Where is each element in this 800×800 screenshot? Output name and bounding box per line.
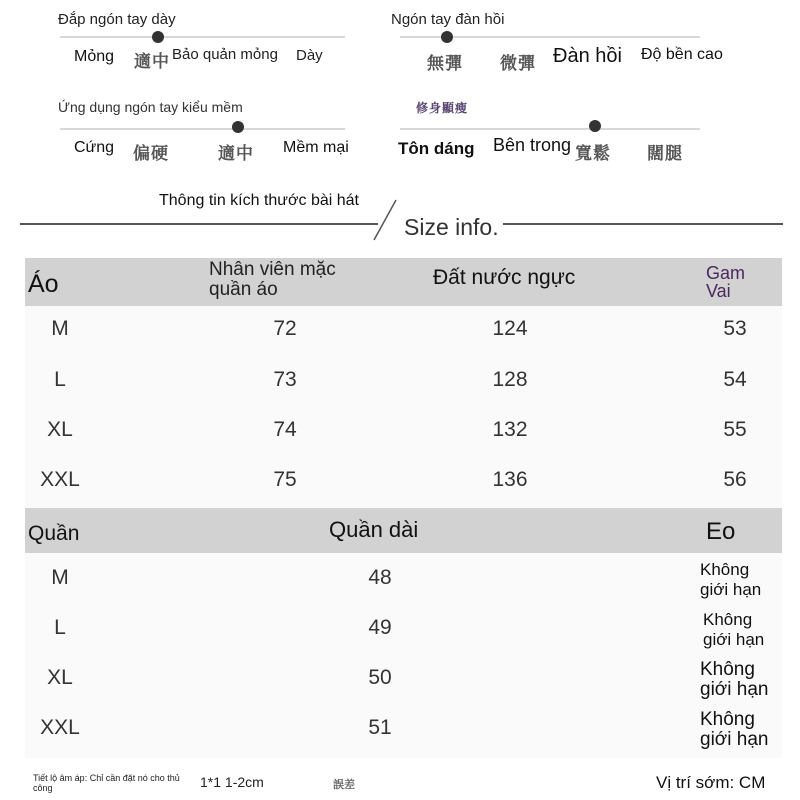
option-glyph: 無彈 [427,54,463,74]
scale-line [60,128,345,130]
table-header [25,508,782,553]
scale-marker [441,31,453,43]
cell-length: 50 [368,666,392,689]
header-col-chest: Đất nước ngực [433,266,576,289]
cell-chest: 124 [492,317,528,340]
cell-size: L [54,368,66,391]
option-label: Bên trong [493,135,572,155]
scale-marker [232,121,244,133]
option-glyph: 偏硬 [133,144,169,164]
divider-left [20,223,378,225]
header-col-length: Nhân viên mặc quần áo [209,259,336,300]
option-glyph: 微彈 [500,54,536,74]
cell-chest: 132 [492,418,528,441]
cell-length: 51 [368,716,392,739]
cell-size: M [51,317,69,340]
option-label: Mỏng [74,48,115,65]
cell-size: M [51,566,69,589]
footer-tolerance: 1*1 1-2cm [200,774,264,790]
cell-shoulder: 53 [723,317,747,340]
option-label: Đàn hồi [553,45,622,67]
scale-line [400,128,700,130]
cell-waist: Không giới hạn [700,560,762,599]
header-category: Áo [28,270,59,298]
cell-shoulder: 55 [723,418,747,441]
footer-glyph: 誤差 [333,778,355,791]
size-info-title-vi: Thông tin kích thước bài hát [159,192,359,209]
cell-waist: Không giới hạn [703,610,765,649]
cell-shoulder: 54 [723,368,747,391]
option-label: Bảo quản mỏng [172,46,278,63]
option-glyph: 適中 [134,52,170,72]
option-title: Đắp ngón tay dày [58,11,176,28]
footer-unit: Vị trí sớm: CM [656,773,766,792]
header-col-shoulder: Gam Vai [706,263,746,301]
cell-size: XL [47,666,73,689]
scale-line [60,36,345,38]
option-title: Ngón tay đàn hồi [391,11,505,28]
option-label: Dày [296,47,323,64]
header-category: Quần [28,522,80,545]
option-label: Cứng [74,139,115,156]
divider-right [503,223,783,225]
option-glyph: 適中 [218,144,254,164]
size-info-title-en: Size info. [404,214,499,240]
option-glyph: 修身顯瘦 [416,101,469,115]
table-header [25,258,782,306]
scale-marker [152,31,164,43]
option-label: Độ bền cao [641,46,723,63]
cell-length: 74 [273,418,297,441]
cell-chest: 128 [492,368,528,391]
cell-length: 49 [368,616,392,639]
bottom-size-table [25,508,782,758]
cell-length: 73 [273,368,297,391]
header-col-waist: Eo [706,518,736,545]
cell-length: 48 [368,566,392,589]
cell-size: L [54,616,66,639]
option-label: Tôn dáng [398,139,475,158]
cell-size: XXL [40,468,80,491]
scale-marker [589,120,601,132]
cell-length: 75 [273,468,297,491]
option-glyph: 寬鬆 [575,144,611,164]
cell-shoulder: 56 [723,468,747,491]
option-glyph: 闊腿 [647,144,683,164]
cell-waist: Không giới hạn [700,659,769,700]
cell-chest: 136 [492,468,528,491]
divider-slash [368,196,408,244]
cell-size: XXL [40,716,80,739]
cell-waist: Không giới hạn [700,709,769,750]
option-title: Ứng dụng ngón tay kiểu mềm [58,99,243,115]
cell-size: XL [47,418,73,441]
option-label: Mềm mại [283,139,349,156]
cell-length: 72 [273,317,297,340]
top-size-table [25,258,782,508]
header-col-length: Quần dài [329,517,419,542]
footer-note: Tiết lộ âm áp: Chỉ cần đặt nó cho thủ công [33,773,180,793]
